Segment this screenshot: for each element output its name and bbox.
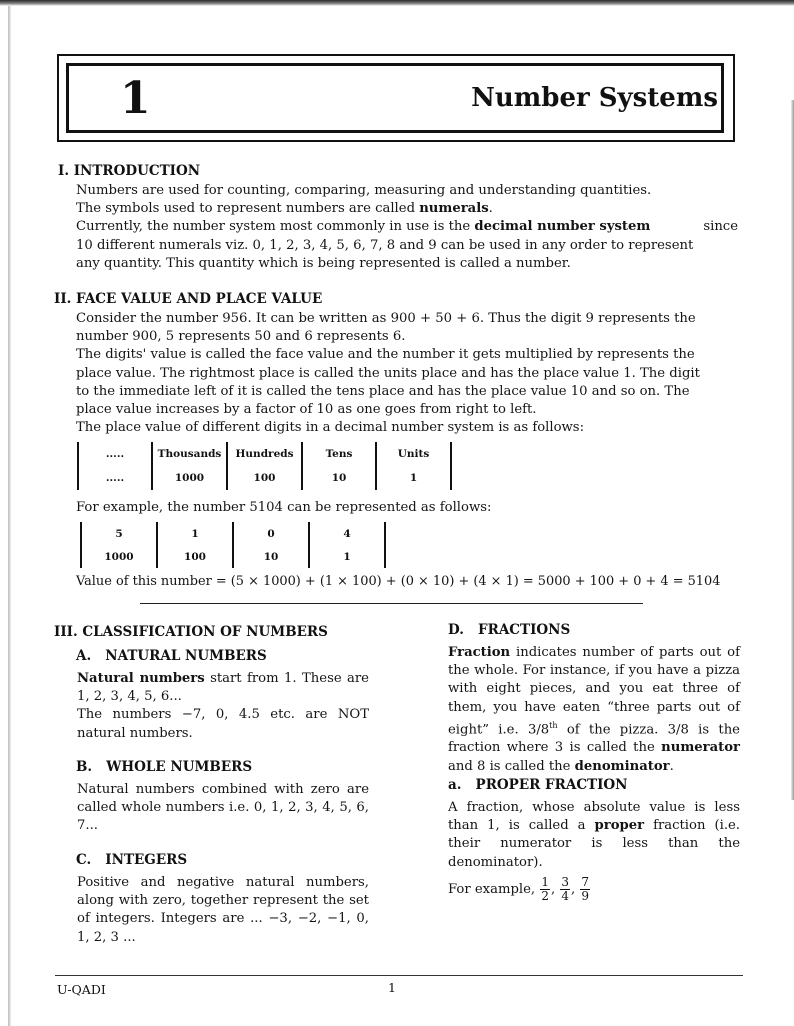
- fractions-text-d: .: [669, 758, 674, 774]
- integers-body: Positive and negative natural numbers, along with zero, together represent the set of integers. Integers are ... −3, −2, −1, 0, 1, 2, 3 ...: [77, 875, 369, 945]
- fraction-denominator: 4: [561, 889, 570, 903]
- footer-publisher: U-QADI: [57, 982, 106, 997]
- term-numerals: numerals: [419, 201, 489, 217]
- pv-header: .....: [105, 448, 125, 460]
- ex-closing-bar: [384, 522, 386, 568]
- scan-edge-top: [0, 0, 794, 6]
- subheading-integers: C. INTEGERS: [76, 852, 188, 868]
- natural-text-1a: start from 1. These are 1, 2, 3, 4, 5, 6...: [77, 671, 369, 705]
- intro-line-2-text: The symbols used to represent numbers are called: [76, 201, 420, 217]
- ex-column-hundreds: [156, 522, 232, 568]
- pv-header: Thousands: [157, 448, 222, 460]
- subheading-proper-fraction: a. PROPER FRACTION: [448, 777, 628, 793]
- intro-line-2-end: .: [488, 201, 493, 217]
- proper-fraction-examples: For example, $\frac{1}{2}$ , $\frac{3}{4}$ , $\frac{7}{9}$: [448, 875, 590, 903]
- fractions-text-b: of the pizza. 3/8 is the fraction where 3 is called the: [448, 722, 740, 756]
- fp-line-7: The place value of different digits in a decimal number system is as follows:: [76, 420, 585, 436]
- page-number: 1: [388, 980, 396, 995]
- pv-header: Tens: [325, 448, 353, 460]
- proper-text-b: fraction (i.e. their numerator is less than the denominator).: [448, 818, 741, 870]
- proper-text-a: A fraction, whose absolute value is less than 1, is called a: [448, 800, 740, 834]
- pv-header: Hundreds: [235, 448, 294, 460]
- subheading-natural-numbers: A. NATURAL NUMBERS: [76, 648, 267, 664]
- fp-line-4: place value. The rightmost place is called the units place and has the place value 1. The digit: [76, 365, 700, 381]
- example-intro: For example, the number 5104 can be represented as follows:: [76, 500, 492, 515]
- superscript-th: th: [549, 720, 558, 730]
- value-equation: Value of this number = (5 × 1000) + (1 × 100) + (0 × 10) + (4 × 1) = 5000 + 100 + 0 + 4 = 5104: [76, 574, 721, 589]
- natural-text-1: [77, 670, 369, 706]
- ex-value: 10: [263, 550, 279, 563]
- intro-line-3: [76, 218, 738, 236]
- term-numerator: numerator: [661, 740, 740, 756]
- fraction-denominator: 2: [541, 889, 549, 903]
- place-value-table: [77, 442, 452, 490]
- subheading-whole-numbers: B. WHOLE NUMBERS: [76, 759, 253, 775]
- fraction-numerator: 1: [541, 875, 549, 889]
- natural-text-2: The numbers −7, 0, 4.5 etc. are NOT natural numbers.: [77, 707, 369, 741]
- example-label: For example,: [448, 882, 536, 897]
- pv-column-tens: [301, 442, 375, 490]
- pv-value: 100: [253, 472, 276, 484]
- term-fraction: Fraction: [448, 645, 511, 660]
- section-divider: [140, 603, 643, 604]
- intro-line-3-end: since: [703, 219, 738, 235]
- intro-line-5: any quantity. This quantity which is being represented is called a number.: [76, 255, 571, 271]
- chapter-number: 1: [120, 73, 151, 124]
- ex-value: 1000: [104, 550, 134, 563]
- intro-line-3-text: Currently, the number system most commonly in use is the: [76, 219, 475, 235]
- natural-numbers-body: [77, 670, 369, 743]
- fraction-numerator: 7: [581, 875, 590, 889]
- pv-value: 1000: [174, 472, 205, 484]
- pv-value: 10: [331, 472, 347, 484]
- intro-line-2: [76, 200, 738, 218]
- fractions-body: [448, 644, 740, 776]
- intro-line-1: Numbers are used for counting, comparing, measuring and understanding quantities.: [76, 183, 652, 198]
- ex-column-tens: [232, 522, 308, 568]
- whole-numbers-body: Natural numbers combined with zero are called whole numbers i.e. 0, 1, 2, 3, 4, 5, 6, 7...: [77, 782, 369, 834]
- term-denominator: denominator: [574, 758, 670, 774]
- pv-header: Units: [397, 448, 430, 460]
- ex-value: 100: [184, 550, 206, 563]
- intro-line-4: 10 different numerals viz. 0, 1, 2, 3, 4, 5, 6, 7, 8 and 9 can be used in any order to represent: [76, 237, 694, 253]
- ex-digit: 4: [343, 527, 351, 540]
- face-place-body: [76, 310, 738, 437]
- fractions-text-c: and 8 is called the: [448, 758, 575, 774]
- pv-column-units: [375, 442, 450, 490]
- fractions-text-a: indicates number of parts out of the whole. For instance, if you have a pizza with eight pieces, and you eat three of them, you have eaten “three parts out of eight” i.e. 3/8: [448, 645, 740, 738]
- fraction-denominator: 9: [581, 889, 590, 903]
- fp-line-5: to the immediate left of it is called the tens place and has the place value 10 and so on. The: [76, 383, 690, 399]
- pv-column-more: [77, 442, 151, 490]
- term-natural-numbers: Natural numbers: [77, 671, 205, 686]
- ex-digit: 0: [267, 527, 275, 540]
- scan-edge-left: [8, 6, 11, 1026]
- fp-line-6: place value increases by a factor of 10 as one goes from right to left.: [76, 402, 537, 418]
- footer-rule: [55, 975, 743, 976]
- ex-column-units: [308, 522, 384, 568]
- ex-digit: 5: [115, 527, 123, 540]
- pv-column-hundreds: [226, 442, 301, 490]
- term-decimal-number-system: decimal number system: [474, 219, 651, 235]
- fp-line-2: number 900, 5 represents 50 and 6 represents 6.: [76, 329, 406, 345]
- fp-line-1: Consider the number 956. It can be written as 900 + 50 + 6. Thus the digit 9 represents the: [76, 311, 696, 326]
- pv-column-thousands: [151, 442, 226, 490]
- pv-value: .....: [105, 472, 125, 484]
- fraction-example: [580, 876, 590, 903]
- ex-column-thousands: [80, 522, 156, 568]
- section-heading-face-place: II. FACE VALUE AND PLACE VALUE: [54, 291, 323, 307]
- example-table: [80, 522, 386, 568]
- chapter-title: Number Systems: [471, 83, 718, 113]
- section-heading-introduction: I. INTRODUCTION: [58, 163, 201, 179]
- introduction-body: [76, 182, 738, 273]
- subheading-fractions: D. FRACTIONS: [448, 622, 571, 638]
- fraction-example: [560, 876, 570, 903]
- fp-line-3: The digits' value is called the face value and the number it gets multiplied by represents the: [76, 347, 695, 363]
- section-heading-classification: III. CLASSIFICATION OF NUMBERS: [54, 624, 328, 640]
- pv-closing-bar: [450, 442, 452, 490]
- proper-fraction-body: [448, 799, 740, 872]
- pv-value: 1: [409, 472, 418, 484]
- fraction-numerator: 3: [561, 875, 570, 889]
- ex-digit: 1: [191, 527, 199, 540]
- ex-value: 1: [343, 550, 351, 563]
- fraction-example: [540, 876, 550, 903]
- term-proper: proper: [594, 818, 645, 834]
